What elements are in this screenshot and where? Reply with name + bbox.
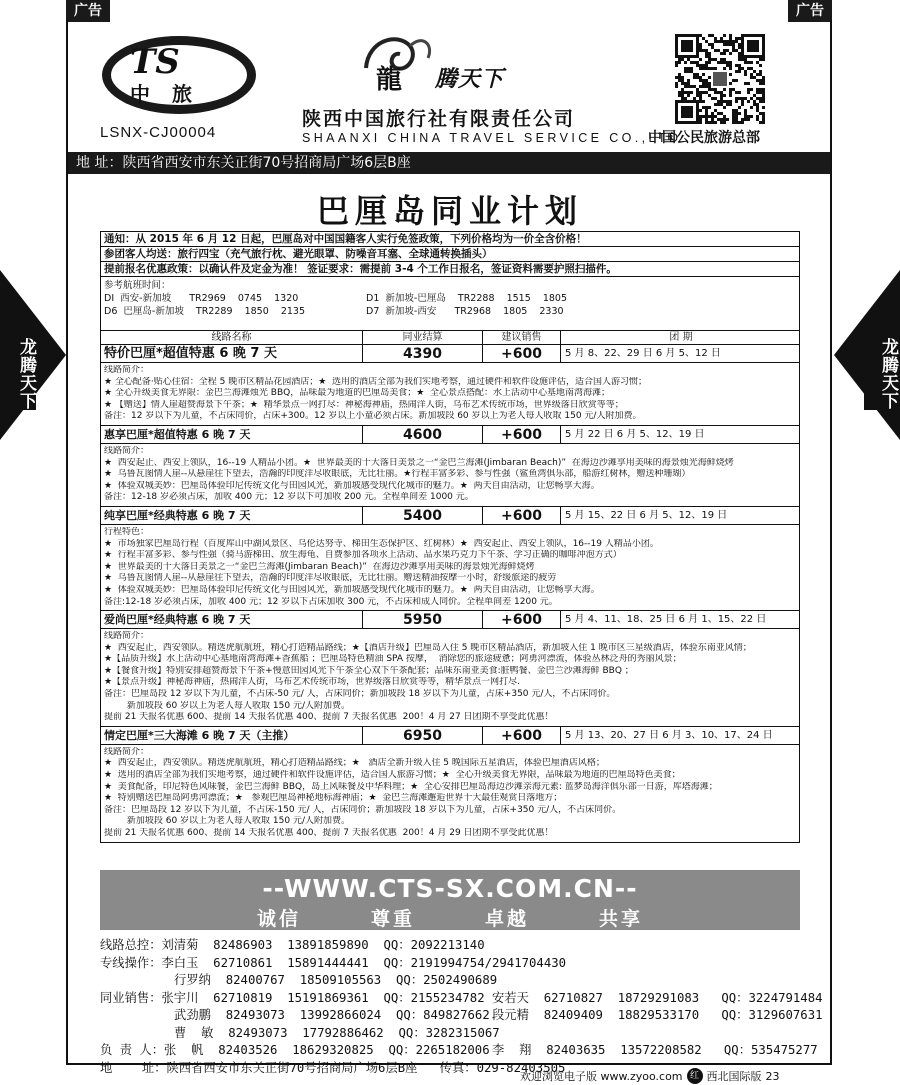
product-description <box>101 363 799 426</box>
contact-primary: 负 责 人：张 帆 82403526 18629320825 QQ：2265182006 <box>100 1043 490 1057</box>
flight-label: 参考航班时间： <box>104 280 171 291</box>
flight-schedule <box>101 277 799 331</box>
contact-row <box>100 937 820 955</box>
product-price: 4600 <box>363 426 483 443</box>
contact-secondary: 安若天 62710827 18729291083 QQ：3224791484 <box>492 990 823 1005</box>
description-line: ★ 西安起止、西安上领队，16--19 人精品小团。★ 世界最美的十大落日美景之一“金巴兰海滩(Jimbaran Beach)” 在海边沙滩享用美味的海景烛光海鲜烧烤 <box>104 457 734 468</box>
contact-primary: 同业销售：张宇川 62710819 15191869361 QQ：2155234782 <box>100 990 485 1005</box>
product-dates: 5 月 4、11、18、25 日 6 月 1、15、22 日 <box>565 614 767 626</box>
notice-line: 通知：从 2015 年 6 月 12 日起，巴厘岛对中国国籍客人实行免签政策，下列价格均为一价全含价格！ <box>101 232 799 247</box>
col-suggest: 建议销售 <box>483 331 561 345</box>
ad-tag: 广告 <box>66 0 110 22</box>
slogan: 腾天下 <box>435 66 505 92</box>
qr-caption: 中国公民旅游总部 <box>648 130 760 146</box>
description-line: ★ 全心升级美食无界限：金巴兰海滩烛光 BBQ，品味最为地道的巴厘岛美食；★ 全心景点搭配：水上活动中心基地南湾海滩； <box>104 388 611 399</box>
product-list <box>101 345 799 842</box>
description-line: 提前 21 天报名优惠 600、提前 14 天报名优惠 400、提前 7 天报名优惠 200！4 月 29 日团期不享受此优惠！ <box>104 828 554 838</box>
contact-secondary: 段元精 82409409 18829533170 QQ：3129607631 <box>492 1008 823 1022</box>
product-suggest: +600 <box>483 727 561 744</box>
description-line: ★ 乌鲁瓦图情人崖--从悬崖往下望去，浩瀚的印度洋尽收眼底，无比壮丽。★行程丰富多彩、参与性强（鲨鱼湾俱乐部，船游红树林，赠送种珊瑚） <box>104 469 691 480</box>
flight-item: DI 西安-新加坡 TR2969 0745 1320 <box>104 293 299 304</box>
description-line: ★【景点升级】神秘海神庙，热闹洋人街，乌布艺术传统市场，世界级落日欣赏等等，精华景点一网打尽. <box>104 677 520 688</box>
description-line: ★ 体验双城美妙：巴厘岛体验印尼传统文化与田园风光，新加坡感受现代化城市的魅力。★ 两天自由活动，让您畅享大海。 <box>104 584 600 595</box>
flight-item: D6 巴厘岛-新加坡 TR2289 1850 2135 <box>104 306 305 317</box>
logo-chinese: 中旅 <box>130 82 214 106</box>
qr-code-icon <box>675 34 765 124</box>
motto-item: 尊重 <box>370 908 415 930</box>
description-line: 线路简介： <box>104 445 150 456</box>
product-name: 特价巴厘*超值特惠 6 晚 7 天 <box>101 345 363 362</box>
contact-row <box>100 955 820 973</box>
col-price: 同业结算 <box>363 331 483 345</box>
product-description <box>101 525 799 611</box>
notice-line: 提前报名优惠政策：以确认件及定金为准！ 签证要求：需提前 3-4 个工作日报名，签证资料需要护照扫描件。 <box>101 262 799 277</box>
product-suggest: +600 <box>483 611 561 628</box>
motto-item: 共享 <box>599 908 644 930</box>
description-line: 线路简介： <box>104 365 150 375</box>
website-url[interactable]: --WWW.CTS-SX.COM.CN-- <box>262 874 638 903</box>
description-line: ★【餐食升级】特别安排超赞海景下午茶+慢意田园风光下午茶全心双下午茶配套；品味东南亚美食:脏鸭餐、金巴兰沙滩海鲜 BBQ ； <box>104 665 634 676</box>
product-name: 情定巴厘*三大海滩 6 晚 7 天（主推） <box>101 727 363 744</box>
product-dates: 5 月 15、22 日 6 月 5、12、19 日 <box>565 509 728 521</box>
motto <box>100 904 800 931</box>
product-suggest: +600 <box>483 345 561 362</box>
flight-item: D7 新加坡-西安 TR2968 1805 2330 <box>366 306 564 317</box>
product-row <box>101 507 799 525</box>
flight-item: D1 新加坡-巴厘岛 TR2288 1515 1805 <box>366 293 567 304</box>
description-line: 线路简介： <box>104 631 150 642</box>
description-line: 提前 21 天报名优惠 600、提前 14 天报名优惠 400、提前 7 天报名优惠 200！4 月 27 日团期不享受此优惠！ <box>104 712 554 723</box>
product-row <box>101 345 799 363</box>
motto-item: 卓越 <box>485 908 530 930</box>
product-dates: 5 月 13、20、27 日 6 月 3、10、17、24 日 <box>565 729 773 741</box>
product-dates: 5 月 8、22、29 日 6 月 5、12 日 <box>565 348 721 359</box>
website-banner <box>100 870 800 930</box>
page-footer <box>520 1068 780 1084</box>
page-title: 巴厘岛同业计划 <box>316 192 583 230</box>
col-dates: 团 期 <box>669 332 693 343</box>
description-line: ★ 乌鲁瓦图情人崖--从悬崖往下望去，浩瀚的印度洋尽收眼底，无比壮丽。赠送精油按摩一小时，舒缓旅途的疲劳 <box>104 573 557 584</box>
contact-primary: 武劲鹏 82493073 13992866024 QQ：849827662 <box>100 1008 490 1022</box>
page-number: 23 <box>765 1069 780 1083</box>
description-line: 备注：12-18 岁必须占床，加收 400 元；12 岁以下可加收 200 元。全程单间差 1000 元。 <box>104 492 474 503</box>
side-label: 龙腾天下 <box>864 338 898 410</box>
motto-item: 诚信 <box>256 908 301 930</box>
product-price: 6950 <box>363 727 483 744</box>
description-line: 线路简介： <box>104 746 150 757</box>
product-description <box>101 745 799 842</box>
product-price: 4390 <box>363 345 483 362</box>
address-bar: 地 址：陕西省西安市东关正街70号招商局广场6层B座 <box>68 152 830 174</box>
description-line: 备注:12-18 岁必须占床，加收 400 元；12 岁以下占床加收 300 元，不占床和成人同价。全程单间差 1200 元。 <box>104 596 558 607</box>
description-line: ★ 全心配备·贴心住宿：全程 5 晚市区精品花园酒店；★ 选用的酒店全部为我们实地考察，通过硬件和软件设施评估，适合国人游习惯； <box>104 376 648 387</box>
description-line: ★ 西安起止，西安领队。精选虎航航班，精心打造精品路线；★【酒店升级】巴厘岛入住 5 晚市区精品酒店，新加坡入住 1 晚市区三星级酒店，体验东南亚风情； <box>104 642 752 653</box>
red-circle-icon: 红 <box>687 1068 703 1084</box>
description-line: 备注：巴厘岛段 12 岁以下为儿童，不占床-50 元/ 人，占床同价；新加坡段 18 岁以下为儿童，占床+350 元/人，不占床同价。 <box>104 689 616 700</box>
description-line: ★ 市场独家巴厘岛行程（百度库山中湖风景区、乌伦达努寺、梯田生态保护区、红树林）★ 西安起止、西安上领队，16--19 人精品小团。 <box>104 538 659 549</box>
ad-tag: 广告 <box>788 0 832 22</box>
contact-primary: 行罗纳 82400767 18509105563 QQ：2502490689 <box>100 973 498 987</box>
contact-list <box>100 937 823 1077</box>
product-name: 惠享巴厘*超值特惠 6 晚 7 天 <box>101 426 363 443</box>
contact-row <box>100 1042 820 1060</box>
product-price: 5400 <box>363 507 483 524</box>
description-line: ★ 世界最美的十大落日美景之一“金巴兰海滩(Jimbaran Beach)” 在海边沙滩享用美味的海景烛光海鲜烧烤 <box>104 561 535 572</box>
notice-line: 参团客人均送：旅行四宝（充气旅行枕、避光眼罩、防噪音耳塞、全球通转换插头） <box>101 247 799 262</box>
dragon-icon <box>358 28 438 94</box>
product-suggest: +600 <box>483 426 561 443</box>
product-suggest: +600 <box>483 507 561 524</box>
company-logo <box>100 34 260 122</box>
description-line: ★ 行程丰富多彩、参与性强（骑马游梯田、放生海龟、自费参加各项水上活动、品水果巧克力下午茶、学习正确的咖啡冲泡方式） <box>104 550 622 561</box>
contact-row <box>100 972 820 990</box>
description-line: ★ 选用的酒店全部为我们实地考察，通过硬件和软件设施评估，适合国人旅游习惯；★ 全心升级美食无界限，品味最为地道的巴厘岛特色美食； <box>104 770 681 781</box>
description-line: ★ 美食配备，印尼特色风味餐，金巴兰海鲜 BBQ，岛上风味餐及中华料理；★ 全心安排巴厘岛海边沙滩亲海元素: 蓝梦岛海洋俱乐部一日游，库塔海滩； <box>104 781 718 792</box>
contact-primary: 专线操作：李白玉 62710861 15891444441 QQ：2191994754/2941704430 <box>100 955 567 970</box>
license-number: LSNX-CJ00004 <box>100 124 217 141</box>
contact-row <box>100 1007 823 1025</box>
description-line: 新加坡段 60 岁以上为老人每人收取 150 元/人附加费。 <box>104 816 350 827</box>
product-description <box>101 444 799 507</box>
description-line: ★ 特别赠送巴厘岛阿勇河漂流；★ 参观巴厘岛神秘地标海神庙；★ 金巴兰海滩邂逅世界十大最佳观赏日落地方； <box>104 793 563 804</box>
description-line: ★ 体验双城美妙：巴厘岛体验印尼传统文化与田园风光，新加坡感受现代化城市的魅力。★ 两天自由活动，让您畅享大海。 <box>104 480 600 491</box>
contact-row <box>100 1025 820 1043</box>
description-line: 备注：巴厘岛段 12 岁以下为儿童，不占床-150 元/ 人，占床同价；新加坡段 18 岁以下为儿童，占床+350 元/人，不占床同价。 <box>104 804 622 815</box>
product-dates: 5 月 22 日 6 月 5、12、19 日 <box>565 428 705 440</box>
product-row <box>101 727 799 745</box>
dragon-glyph: 龍 <box>376 65 403 94</box>
footer-brand: 西北国际版 <box>706 1070 762 1083</box>
product-price: 5950 <box>363 611 483 628</box>
contact-primary: 线路总控：刘清菊 82486903 13891859890 QQ：2092213140 <box>100 938 485 952</box>
product-row <box>101 426 799 444</box>
side-banner-right <box>834 270 900 440</box>
contact-secondary: 李 翔 82403635 13572208582 QQ：535475277 <box>492 1043 818 1057</box>
contact-primary: 地 址：陕西省西安市东关正街70号招商局广场6层B座 传真：029-82403505 <box>100 1060 566 1075</box>
product-name: 爱尚巴厘*经典特惠 6 晚 7 天 <box>101 611 363 628</box>
description-line: ★ 【赠送】情人崖超赞海景下午茶；★ 精华景点一网打尽：神秘海神庙，热闹洋人街，乌布艺术传统市场，世界级落日欣赏等等； <box>104 399 624 410</box>
description-line: 新加坡段 60 岁以上为老人每人收取 150 元/人附加费。 <box>104 700 350 711</box>
description-line: 备注：12 岁以下为儿童，不占床同价，占床+300。12 岁以上小童必须占床。新加坡段 60 岁以上为老人每人收取 150 元/人附加费。 <box>104 411 642 422</box>
logo-mark: TS <box>130 42 180 82</box>
table-header <box>101 331 799 345</box>
description-line: ★ 西安起止，西安领队。精选虎航航班，精心打造精品路线；★ 酒店全新升级入住 5 晚国际五星酒店，体验巴厘酒店风格； <box>104 758 605 769</box>
contact-primary: 曹 敏 82493073 17792886462 QQ：3282315067 <box>100 1025 500 1040</box>
company-name: 陕西中国旅行社有限责任公司 <box>302 108 576 130</box>
product-description <box>101 629 799 727</box>
product-name: 纯享巴厘*经典特惠 6 晚 7 天 <box>101 507 363 524</box>
side-label: 龙腾天下 <box>2 338 36 410</box>
contact-row <box>100 990 823 1008</box>
footer-text: 欢迎浏览电子版 www.zyoo.com <box>520 1070 683 1083</box>
plan-table <box>100 231 800 843</box>
product-row <box>101 611 799 629</box>
col-route: 线路名称 <box>101 331 363 345</box>
company-name-en: SHAANXI CHINA TRAVEL SERVICE CO.,LTD <box>302 131 682 145</box>
side-banner-left <box>0 270 66 440</box>
description-line: ★【品质升级】水上活动中心基地南湾海滩+香蕉船 ；巴厘岛特色精油 SPA 按摩， 消除您的旅途疲惫；阿勇河漂流，体验丛林泛舟的秀丽风景； <box>104 654 682 665</box>
description-line: 行程特色： <box>104 526 150 537</box>
